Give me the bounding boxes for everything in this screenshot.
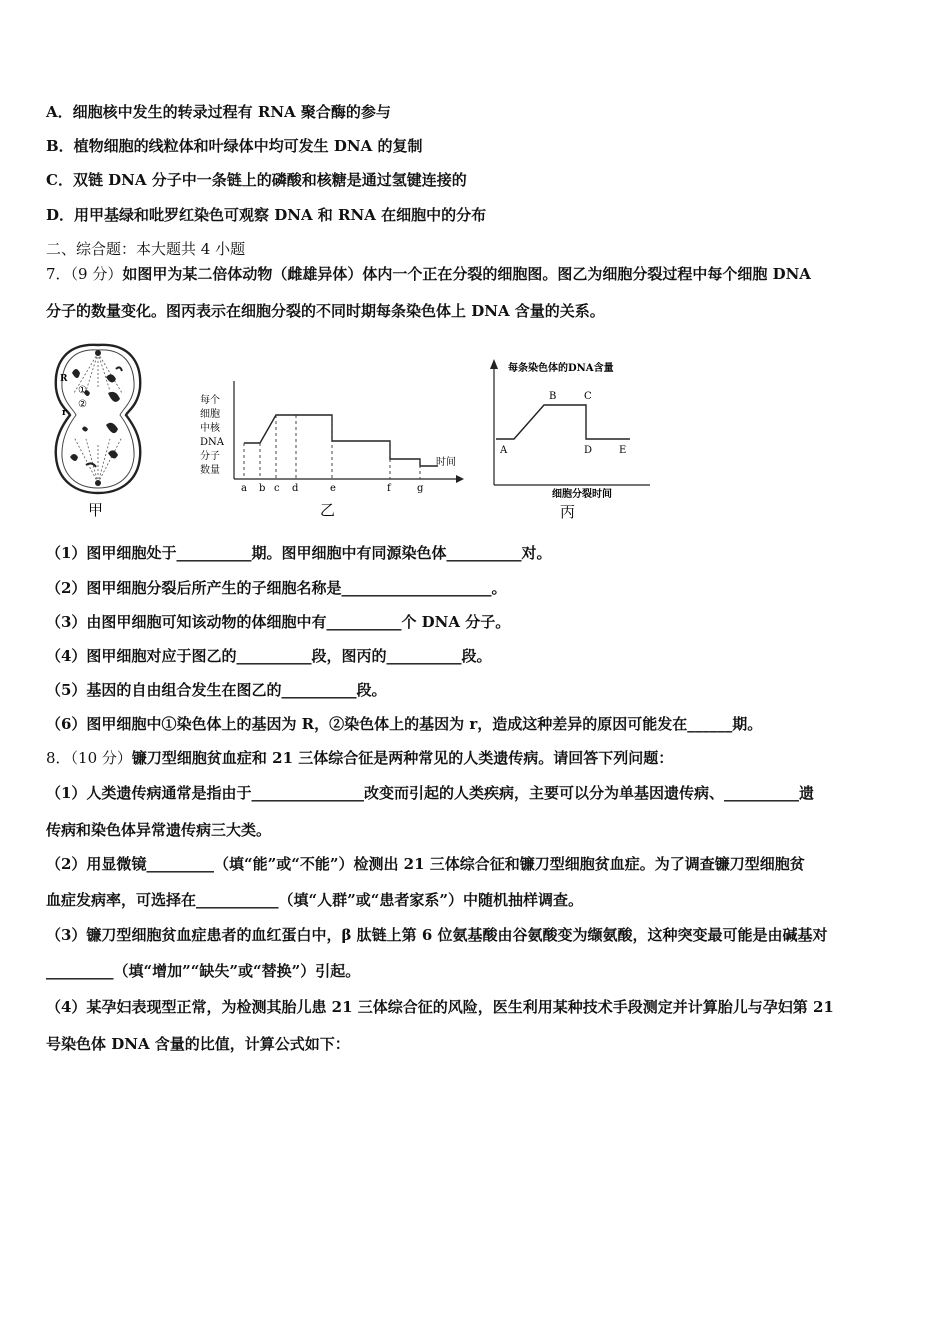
figure-bing-chart [490,359,650,521]
q8-stem-text: 镰刀型细胞贫血症和 21 三体综合征是两种常见的人类遗传病。请回答下列问题： [131,749,674,767]
q8-line-8: 号染色体 DNA 含量的比值，计算公式如下： [46,1035,350,1053]
figure-yi-tick-a: a [241,483,247,494]
q8-line-5: （3）镰刀型细胞贫血症患者的血红蛋白中，β 肽链上第 6 位氨基酸由谷氨酸变为缬氨酸，这种突变最可能是由碱基对 [46,926,828,944]
q7-figure [46,333,662,525]
figure-yi-ylabel-line6: 数量 [200,465,220,476]
figure-yi-tick-d: d [292,483,299,494]
q7-subquestion-3: （3）由图甲细胞可知该动物的体细胞中有__________个 DNA 分子。 [46,613,511,631]
q7-subquestion-5: （5）基因的自由组合发生在图乙的__________段。 [46,681,387,699]
figure-bing-ylabel: 每条染色体的DNA含量 [508,363,614,374]
q6-option-b: B．植物细胞的线粒体和叶绿体中均可发生 DNA 的复制 [46,137,423,155]
figure-bing-point-d: D [584,445,593,456]
q7-subquestion-4: （4）图甲细胞对应于图乙的__________段，图丙的__________段。 [46,647,492,665]
q7-subquestion-6: （6）图甲细胞中①染色体上的基因为 R，②染色体上的基因为 r，造成这种差异的原因可能发在______期。 [46,715,763,733]
figure-bing-point-e: E [619,445,627,456]
figure-bing-point-a: A [500,445,508,456]
q6-option-a: A．细胞核中发生的转录过程有 RNA 聚合酶的参与 [46,103,391,121]
figure-yi-tick-e: e [330,483,336,494]
q8-line-1: （1）人类遗传病通常是指由于_______________改变而引起的人类疾病，主要可以分为单基因遗传病、__________遗 [46,784,814,802]
q7-stem-text: 如图甲为某二倍体动物（雌雄异体）体内一个正在分裂的细胞图。图乙为细胞分裂过程中每个细胞 DNA [122,265,811,283]
figure-jia-cell [56,345,141,519]
figure-yi-tick-b: b [259,483,266,494]
q8-line-4: 血症发病率，可选择在___________（填“人群”或“患者家系”）中随机抽样调查。 [46,891,584,909]
q8-number: 8． [46,749,71,767]
q7-score: （9 分） [70,265,123,283]
figure-yi-chart [200,381,464,519]
figure-yi-ylabel-line5: 分子 [200,451,220,462]
figure-jia-label-2: ② [78,399,87,410]
q8-line-2: 传病和染色体异常遗传病三大类。 [46,821,272,839]
q8-line-3: （2）用显微镜_________（填“能”或“不能”）检测出 21 三体综合征和镰刀型细胞贫血症。为了调查镰刀型细胞贫 [46,855,805,873]
q8-line-6: _________（填“增加”“缺失”或“替换”）引起。 [46,962,361,980]
q7-stem-line1 [46,264,910,284]
q8-line-7: （4）某孕妇表现型正常，为检测其胎儿患 21 三体综合征的风险，医生利用某种技术手段测定并计算胎儿与孕妇第 21 [46,998,834,1016]
figure-jia-label-r-upper: R [60,374,68,384]
figure-jia-label-1: ① [78,385,87,396]
figure-jia-label-r-lower: r [62,408,67,418]
q7-stem-line2: 分子的数量变化。图丙表示在细胞分裂的不同时期每条染色体上 DNA 含量的关系。 [46,302,605,320]
figure-yi-tick-f: f [387,483,391,494]
q7-subquestion-1: （1）图甲细胞处于__________期。图甲细胞中有同源染色体__________对。 [46,544,552,562]
figure-bing-point-b: B [549,391,557,402]
figure-bing-point-c: C [584,391,592,402]
q8-score: （10 分） [70,749,132,767]
q8-stem [46,748,910,768]
figure-yi-ylabel-line4: DNA [200,437,224,448]
q6-option-d: D．用甲基绿和吡罗红染色可观察 DNA 和 RNA 在细胞中的分布 [46,206,487,224]
figure-yi-caption: 乙 [320,501,336,519]
section-heading: 二、综合题：本大题共 4 小题 [46,240,246,258]
figure-yi-ylabel-line2: 细胞 [200,409,220,420]
figure-jia-caption: 甲 [88,501,104,519]
figure-bing-xlabel: 细胞分裂时间 [552,489,612,500]
figure-yi-tick-g: g [417,483,424,494]
q7-subquestion-2: （2）图甲细胞分裂后所产生的子细胞名称是____________________。 [46,579,507,597]
q7-number: 7． [46,265,71,283]
figure-yi-xlabel: 时间 [436,457,456,468]
figure-yi-ylabel-line3: 中核 [200,423,220,434]
figure-yi-tick-c: c [274,483,280,494]
figure-bing-caption: 丙 [560,503,576,521]
figure-yi-ylabel-line1: 每个 [200,395,220,406]
q6-option-c: C．双链 DNA 分子中一条链上的磷酸和核糖是通过氢键连接的 [46,171,467,189]
